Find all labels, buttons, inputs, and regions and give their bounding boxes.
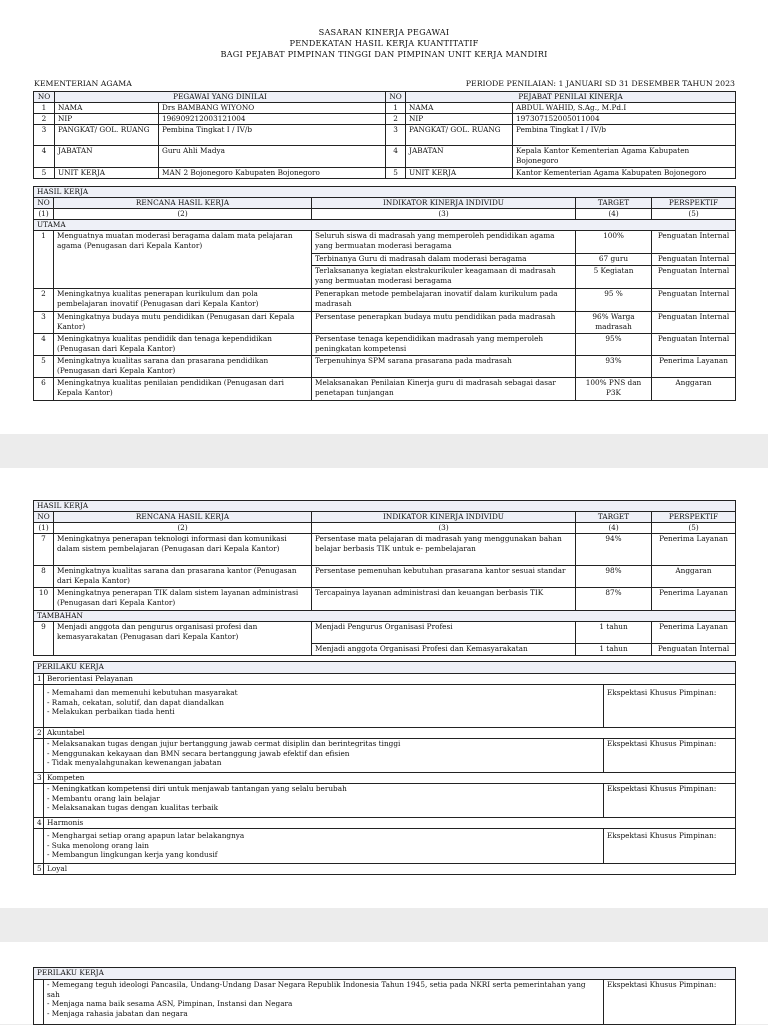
title-line-1: SASARAN KINERJA PEGAWAI — [318, 27, 450, 37]
item-number: 2 — [34, 289, 54, 312]
indicator-text: Terpenuhinya SPM sarana prasarana pada madrasah — [312, 356, 576, 378]
behavior-title: Harmonis — [44, 818, 736, 829]
plan-text: Meningkatnya kualitas pendidik dan tenaga kependidikan (Penugasan dari Kepala Kantor) — [54, 334, 312, 356]
field-label: PANGKAT/ GOL. RUANG — [55, 125, 159, 146]
title-line-2: PENDEKATAN HASIL KERJA KUANTITATIF — [289, 38, 479, 48]
identity-row-unit — [34, 168, 736, 179]
perspective-value: Penguatan Internal — [652, 289, 736, 312]
header-target: TARGET — [576, 512, 652, 523]
target-value: 95% — [576, 334, 652, 356]
column-number: (1) — [34, 523, 54, 534]
perspective-value: Penguatan Internal — [652, 334, 736, 356]
identity-table — [33, 91, 736, 179]
perspective-value: Anggaran — [652, 566, 736, 588]
section-perilaku-kerja: PERILAKU KERJA — [34, 968, 736, 980]
item-number: 8 — [34, 566, 54, 588]
evaluator-name: ABDUL WAHID, S.Ag., M.Pd.I — [513, 103, 736, 114]
table-row — [34, 622, 736, 644]
row-number: 4 — [386, 146, 406, 168]
target-value: 93% — [576, 356, 652, 378]
target-value: 100% — [576, 231, 652, 254]
row-number: 5 — [386, 168, 406, 179]
indicator-text: Persentase penerapkan budaya mutu pendidikan pada madrasah — [312, 312, 576, 334]
behavior-points: - Melaksanakan tugas dengan jujur bertanggung jawab cermat disiplin dan berintegritas tinggi - Menggunakan kekayaan dan BMN secara bertanggung jawab efektif dan efisien - Tidak menyalahgunakan kewenangan jabatan — [44, 739, 604, 773]
row-number: 3 — [386, 125, 406, 146]
column-number-row — [34, 523, 736, 534]
item-number: 4 — [34, 334, 54, 356]
work-results-table-continued — [33, 500, 736, 656]
perspective-value: Penguatan Internal — [652, 266, 736, 289]
section-hasil-kerja: HASIL KERJA — [34, 501, 736, 512]
target-value: 98% — [576, 566, 652, 588]
column-number: (2) — [54, 209, 312, 220]
target-value: 95 % — [576, 289, 652, 312]
behavior-number: 3 — [34, 773, 44, 784]
target-value: 67 guru — [576, 254, 652, 266]
behavior-detail-row — [34, 980, 736, 1025]
leader-expectation: Ekspektasi Khusus Pimpinan: — [604, 784, 736, 818]
plan-text: Meningkatnya kualitas sarana dan prasarana kantor (Penugasan dari Kepala Kantor) — [54, 566, 312, 588]
table-row — [34, 312, 736, 334]
behavior-points: - Meningkatkan kompetensi diri untuk menjawab tantangan yang selalu berubah - Membantu orang lain belajar - Melaksanakan tugas dengan kualitas terbaik — [44, 784, 604, 818]
target-value: 94% — [576, 534, 652, 566]
plan-text: Meningkatnya penerapan TIK dalam sistem layanan administrasi (Penugasan dari Kepala Kantor) — [54, 588, 312, 611]
field-label: JABATAN — [406, 146, 513, 168]
header-perspective: PERSPEKTIF — [652, 512, 736, 523]
employee-name: Drs BAMBANG WIYONO — [159, 103, 386, 114]
target-value: 100% PNS dan P3K — [576, 378, 652, 401]
behavior-detail-row — [34, 739, 736, 773]
leader-expectation: Ekspektasi Khusus Pimpinan: — [604, 685, 736, 728]
target-value: 1 tahun — [576, 644, 652, 656]
header-plan: RENCANA HASIL KERJA — [54, 512, 312, 523]
column-number: (1) — [34, 209, 54, 220]
item-number: 9 — [34, 622, 54, 656]
indicator-text: Seluruh siswa di madrasah yang memperoleh pendidikan agama yang bermuatan moderasi beragama — [312, 231, 576, 254]
document-title — [0, 27, 768, 60]
work-results-header — [34, 198, 736, 209]
behavior-number: 1 — [34, 674, 44, 685]
plan-text: Meningkatnya kualitas penerapan kurikulum dan pola pembelajaran inovatif (Penugasan dari Kepala Kantor) — [54, 289, 312, 312]
perspective-value: Penerima Layanan — [652, 622, 736, 644]
work-results-header — [34, 512, 736, 523]
identity-header-row — [34, 92, 736, 103]
header-indicator: INDIKATOR KINERJA INDIVIDU — [312, 198, 576, 209]
behavior-number: 2 — [34, 728, 44, 739]
work-behavior-table — [33, 661, 736, 875]
item-number: 10 — [34, 588, 54, 611]
plan-text: Menguatnya muatan moderasi beragama dalam mata pelajaran agama (Penugasan dari Kepala Kantor) — [54, 231, 312, 289]
section-hasil-kerja: HASIL KERJA — [34, 187, 736, 198]
identity-row-pangkat — [34, 125, 736, 146]
behavior-spacer — [34, 739, 44, 773]
indicator-text: Persentase tenaga kependidikan madrasah yang memperoleh peningkatan kompetensi — [312, 334, 576, 356]
leader-expectation: Ekspektasi Khusus Pimpinan: — [604, 980, 736, 1025]
item-number: 6 — [34, 378, 54, 401]
behavior-number: 4 — [34, 818, 44, 829]
identity-row-jabatan — [34, 146, 736, 168]
indicator-text: Menjadi anggota Organisasi Profesi dan Kemasyarakatan — [312, 644, 576, 656]
behavior-spacer — [34, 685, 44, 728]
perspective-value: Penguatan Internal — [652, 644, 736, 656]
field-label: NAMA — [55, 103, 159, 114]
header-no: NO — [34, 92, 55, 103]
header-evaluator: PEJABAT PENILAI KINERJA — [406, 92, 736, 103]
behavior-spacer — [34, 980, 44, 1025]
work-behavior-table-continued — [33, 967, 736, 1025]
indicator-text: Tercapainya layanan administrasi dan keuangan berbasis TIK — [312, 588, 576, 611]
section-perilaku-kerja: PERILAKU KERJA — [34, 662, 736, 674]
plan-text: Meningkatnya penerapan teknologi informasi dan komunikasi dalam sistem pembelajaran (Penugasan dari Kepala Kantor) — [54, 534, 312, 566]
work-results-table — [33, 186, 736, 401]
employee-nip: 196909212003121004 — [159, 114, 386, 125]
behavior-spacer — [34, 784, 44, 818]
document-page-3 — [0, 942, 768, 1024]
header-indicator: INDIKATOR KINERJA INDIVIDU — [312, 512, 576, 523]
perspective-value: Anggaran — [652, 378, 736, 401]
perspective-value: Penerima Layanan — [652, 534, 736, 566]
section-utama: UTAMA — [34, 220, 736, 231]
header-no: NO — [34, 512, 54, 523]
behavior-detail-row — [34, 784, 736, 818]
field-label: NIP — [55, 114, 159, 125]
target-value: 1 tahun — [576, 622, 652, 644]
item-number: 3 — [34, 312, 54, 334]
behavior-detail-row — [34, 685, 736, 728]
row-number: 4 — [34, 146, 55, 168]
row-number: 1 — [34, 103, 55, 114]
behavior-title-row — [34, 818, 736, 829]
indicator-text: Persentase mata pelajaran di madrasah yang menggunakan bahan belajar berbasis TIK untuk e- pembelajaran — [312, 534, 576, 566]
agency-name: KEMENTERIAN AGAMA — [34, 79, 132, 88]
perspective-value: Penerima Layanan — [652, 588, 736, 611]
behavior-number: 5 — [34, 864, 44, 875]
behavior-points: - Memahami dan memenuhi kebutuhan masyarakat - Ramah, cekatan, solutif, dan dapat diandalkan - Melakukan perbaikan tiada henti — [44, 685, 604, 728]
behavior-title: Loyal — [44, 864, 736, 875]
perspective-value: Penguatan Internal — [652, 254, 736, 266]
header-evaluated-employee: PEGAWAI YANG DINILAI — [55, 92, 386, 103]
table-row — [34, 334, 736, 356]
plan-text: Meningkatnya kualitas penilaian pendidikan (Penugasan dari Kepala Kantor) — [54, 378, 312, 401]
indicator-text: Melaksanakan Penilaian Kinerja guru di madrasah sebagai dasar penetapan tunjangan — [312, 378, 576, 401]
item-number: 1 — [34, 231, 54, 289]
behavior-points: - Menghargai setiap orang apapun latar belakangnya - Suka menolong orang lain - Membangun lingkungan kerja yang kondusif — [44, 829, 604, 864]
column-number: (3) — [312, 523, 576, 534]
item-number: 5 — [34, 356, 54, 378]
field-label: UNIT KERJA — [406, 168, 513, 179]
header-no: NO — [34, 198, 54, 209]
field-label: PANGKAT/ GOL. RUANG — [406, 125, 513, 146]
table-row — [34, 534, 736, 566]
behavior-title: Kompeten — [44, 773, 736, 784]
field-label: UNIT KERJA — [55, 168, 159, 179]
indicator-text: Persentase pemenuhan kebutuhan prasarana kantor sesuai standar — [312, 566, 576, 588]
plan-text: Menjadi anggota dan pengurus organisasi profesi dan kemasyarakatan (Penugasan dari Kepala Kantor) — [54, 622, 312, 656]
document-page-2 — [0, 468, 768, 908]
behavior-points: - Memegang teguh ideologi Pancasila, Undang-Undang Dasar Negara Republik Indonesia Tahun 1945, setia pada NKRI serta pemerintahan yang sah - Menjaga nama baik sesama ASN, Pimpinan, Instansi dan Negara - Menjaga rahasia jabatan dan negara — [44, 980, 604, 1025]
row-number: 5 — [34, 168, 55, 179]
assessment-period: PERIODE PENILAIAN: 1 JANUARI SD 31 DESEMBER TAHUN 2023 — [465, 79, 735, 88]
behavior-title-row — [34, 773, 736, 784]
table-row — [34, 289, 736, 312]
row-number: 1 — [386, 103, 406, 114]
employee-rank: Pembina Tingkat I / IV/b — [159, 125, 386, 146]
identity-row-nama — [34, 103, 736, 114]
indicator-text: Terlaksananya kegiatan ekstrakurikuler keagamaan di madrasah yang bermuatan moderasi beragama — [312, 266, 576, 289]
column-number: (2) — [54, 523, 312, 534]
target-value: 87% — [576, 588, 652, 611]
leader-expectation: Ekspektasi Khusus Pimpinan: — [604, 829, 736, 864]
indicator-text: Penerapkan metode pembelajaran inovatif dalam kurikulum pada madrasah — [312, 289, 576, 312]
plan-text: Meningkatnya budaya mutu pendidikan (Penugasan dari Kepala Kantor) — [54, 312, 312, 334]
column-number: (4) — [576, 523, 652, 534]
column-number: (5) — [652, 523, 736, 534]
table-row — [34, 566, 736, 588]
behavior-title-row — [34, 674, 736, 685]
header-perspective: PERSPEKTIF — [652, 198, 736, 209]
evaluator-unit: Kantor Kementerian Agama Kabupaten Bojonegoro — [513, 168, 736, 179]
perspective-value: Penguatan Internal — [652, 231, 736, 254]
field-label: NAMA — [406, 103, 513, 114]
behavior-title-row — [34, 864, 736, 875]
identity-row-nip — [34, 114, 736, 125]
employee-position: Guru Ahli Madya — [159, 146, 386, 168]
field-label: JABATAN — [55, 146, 159, 168]
indicator-text: Menjadi Pengurus Organisasi Profesi — [312, 622, 576, 644]
table-row — [34, 378, 736, 401]
perspective-value: Penerima Layanan — [652, 356, 736, 378]
leader-expectation: Ekspektasi Khusus Pimpinan: — [604, 739, 736, 773]
field-label: NIP — [406, 114, 513, 125]
document-page-1 — [0, 0, 768, 434]
employee-unit: MAN 2 Bojonegoro Kabupaten Bojonegoro — [159, 168, 386, 179]
header-target: TARGET — [576, 198, 652, 209]
row-number: 3 — [34, 125, 55, 146]
behavior-detail-row — [34, 829, 736, 864]
target-value: 96% Warga madrasah — [576, 312, 652, 334]
item-number: 7 — [34, 534, 54, 566]
row-number: 2 — [386, 114, 406, 125]
perspective-value: Penguatan Internal — [652, 312, 736, 334]
column-number: (4) — [576, 209, 652, 220]
header-plan: RENCANA HASIL KERJA — [54, 198, 312, 209]
evaluator-position: Kepala Kantor Kementerian Agama Kabupaten Bojonegoro — [513, 146, 736, 168]
table-row — [34, 588, 736, 611]
table-row — [34, 356, 736, 378]
behavior-title: Akuntabel — [44, 728, 736, 739]
plan-text: Meningkatnya kualitas sarana dan prasarana pendidikan (Penugasan dari Kepala Kantor) — [54, 356, 312, 378]
behavior-spacer — [34, 829, 44, 864]
indicator-text: Terbinanya Guru di madrasah dalam moderasi beragama — [312, 254, 576, 266]
table-row — [34, 231, 736, 254]
row-number: 2 — [34, 114, 55, 125]
column-number: (3) — [312, 209, 576, 220]
behavior-title-row — [34, 728, 736, 739]
column-number: (5) — [652, 209, 736, 220]
title-line-3: BAGI PEJABAT PIMPINAN TINGGI DAN PIMPINAN UNIT KERJA MANDIRI — [220, 49, 548, 59]
target-value: 5 Kegiatan — [576, 266, 652, 289]
behavior-title: Berorientasi Pelayanan — [44, 674, 736, 685]
header-no: NO — [386, 92, 406, 103]
evaluator-rank: Pembina Tingkat I / IV/b — [513, 125, 736, 146]
section-tambahan: TAMBAHAN — [34, 611, 736, 622]
column-number-row — [34, 209, 736, 220]
evaluator-nip: 197307152005011004 — [513, 114, 736, 125]
